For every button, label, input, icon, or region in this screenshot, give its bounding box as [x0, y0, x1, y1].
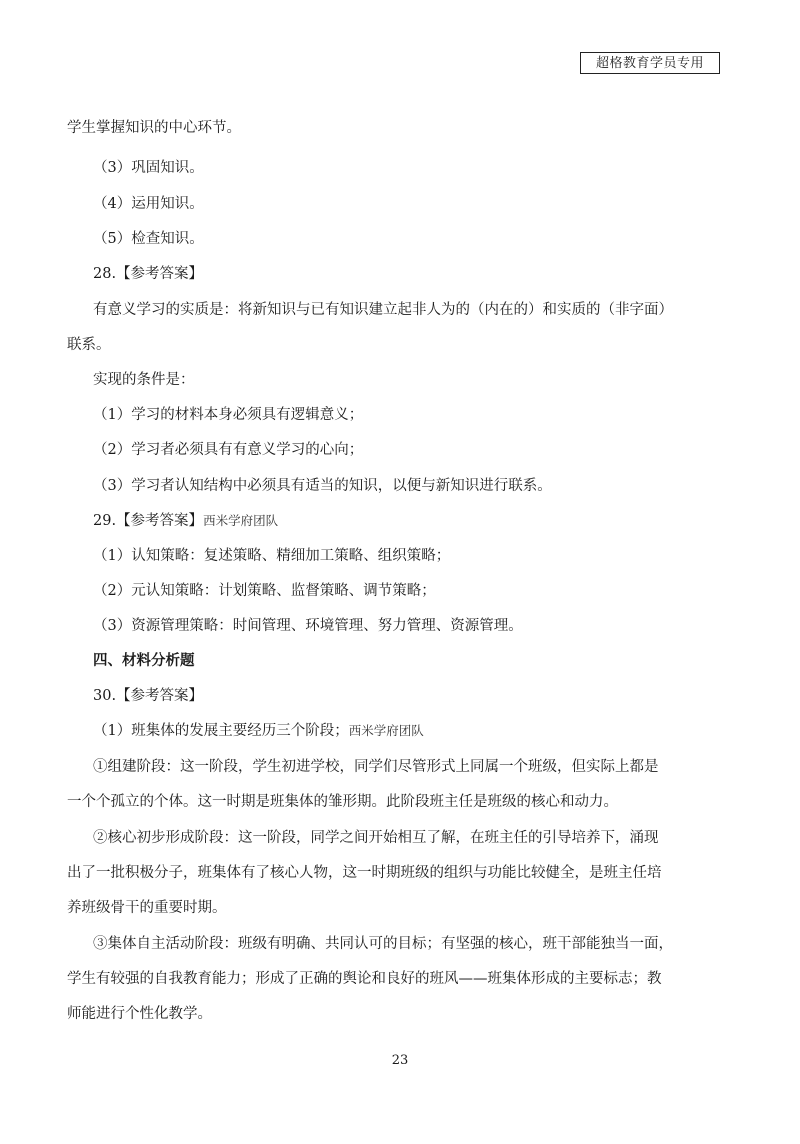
- line-text: （1）班集体的发展主要经历三个阶段；: [93, 723, 349, 739]
- text-line: （3）巩固知识。: [93, 160, 204, 176]
- text-line: （2）学习者必须具有有意义学习的心向；: [93, 442, 364, 458]
- text-line: （1）认知策略：复述策略、精细加工策略、组织策略；: [93, 548, 451, 564]
- header-label-box: 超格教育学员专用: [580, 52, 720, 74]
- text-line: 一个个孤立的个体。这一时期是班集体的雏形期。此阶段班主任是班级的核心和动力。: [67, 794, 618, 810]
- text-line: （3）资源管理策略：时间管理、环境管理、努力管理、资源管理。: [93, 618, 523, 634]
- page-number: 23: [391, 1053, 409, 1068]
- heading-text: 29.【参考答案】: [93, 513, 204, 529]
- text-line: 学生有较强的自我教育能力；形成了正确的舆论和良好的班风——班集体形成的主要标志；教: [67, 971, 662, 987]
- section-heading-28: 28.【参考答案】: [93, 266, 204, 282]
- text-line: （2）元认知策略：计划策略、监督策略、调节策略；: [93, 583, 436, 599]
- section-title-material-analysis: 四、材料分析题: [93, 652, 195, 669]
- text-line: 师能进行个性化教学。: [67, 1006, 212, 1022]
- section-heading-30: 30.【参考答案】: [93, 688, 204, 704]
- text-line: ①组建阶段：这一阶段，学生初进学校，同学们尽管形式上同属一个班级，但实际上都是: [93, 759, 659, 775]
- watermark-text: 西米学府团队: [348, 723, 424, 738]
- text-line: （4）运用知识。: [93, 196, 204, 212]
- text-line: （3）学习者认知结构中必须具有适当的知识，以便与新知识进行联系。: [93, 478, 552, 494]
- text-line: （5）检查知识。: [93, 231, 204, 247]
- text-line: 实现的条件是：: [93, 372, 195, 388]
- text-line: 学生掌握知识的中心环节。: [67, 120, 241, 136]
- text-line: 养班级骨干的重要时期。: [67, 900, 227, 916]
- text-line: ③集体自主活动阶段：班级有明确、共同认可的目标；有坚强的核心，班干部能独当一面，: [93, 936, 673, 952]
- text-line: [93, 721, 424, 741]
- text-line: 联系。: [67, 337, 111, 353]
- section-heading-29: [93, 511, 278, 531]
- watermark-text: 西米学府团队: [203, 513, 279, 528]
- text-line: （1）学习的材料本身必须具有逻辑意义；: [93, 407, 364, 423]
- text-line: 出了一批积极分子，班集体有了核心人物，这一时期班级的组织与功能比较健全，是班主任培: [67, 865, 662, 881]
- text-line: 有意义学习的实质是：将新知识与已有知识建立起非人为的（内在的）和实质的（非字面）: [93, 302, 673, 318]
- text-line: ②核心初步形成阶段：这一阶段，同学之间开始相互了解，在班主任的引导培养下，涌现: [93, 830, 659, 846]
